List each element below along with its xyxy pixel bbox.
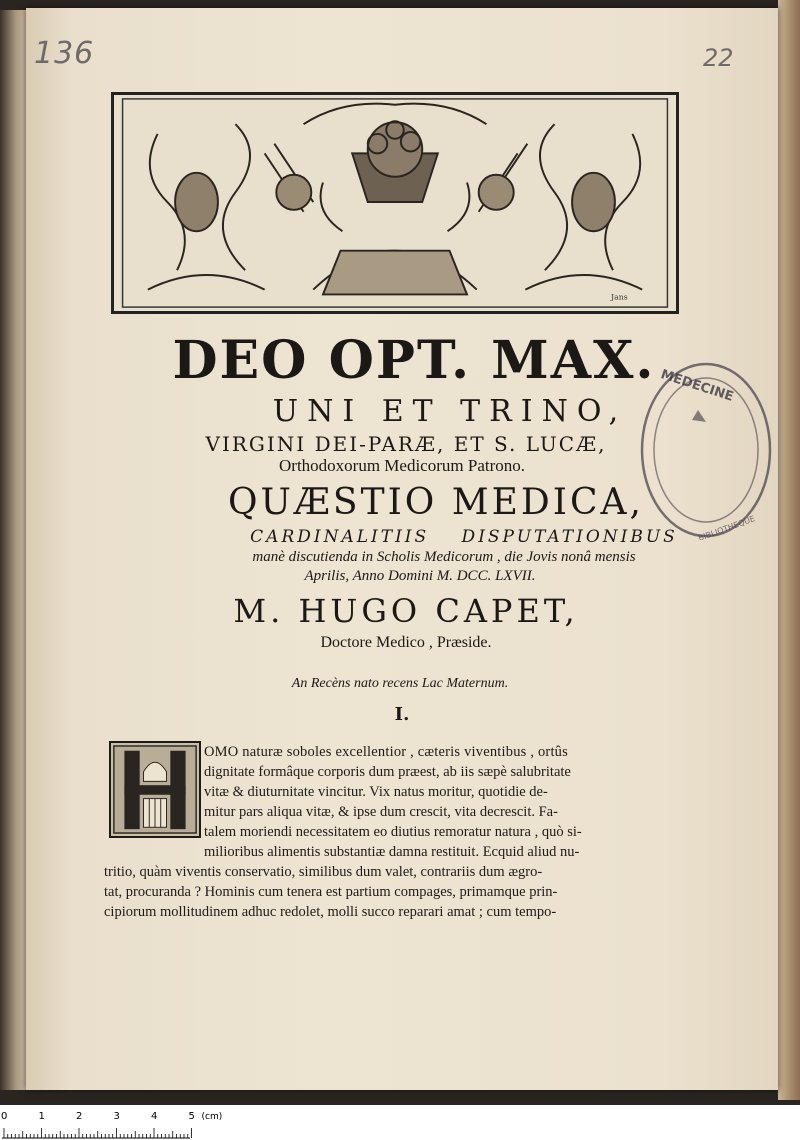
title-quaestio: QUÆSTIO MEDICA, [228,482,644,523]
title-praeside: Doctore Medico , Præside. [320,634,492,651]
section-number: I. [394,704,410,725]
scale-label: 3 [113,1111,120,1122]
stamp-text: MEDECINE [658,367,736,405]
scale-label: 2 [76,1111,83,1122]
scale-label: 4 [151,1111,158,1122]
centimeter-scale [0,1105,800,1140]
title-date: Aprilis, Anno Domini M. DCC. LXVII. [304,568,536,584]
decorative-headpiece [111,92,679,314]
body-line-9: cipiorum mollitudinem adhuc redolet, molli succo reparari amat ; cum tempo- [104,904,557,920]
scale-label: 0 [1,1111,8,1122]
title-trino: UNI ET TRINO, [272,394,628,429]
title-discutienda: manè discutienda in Scholis Medicorum , die Jovis nonâ mensis [252,549,636,565]
title-author: M. HUGO CAPET, [233,592,579,630]
body-line-7: tritio, quàm viventis conservatio, similibus dum valet, contrariis dum ægro- [104,864,543,880]
decorated-initial-h [109,741,201,838]
title-cardinalitiis: CARDINALITIIS DISPUTATIONIBUS [250,527,678,547]
body-line-1: OMO naturæ soboles excellentior , cæteris viventibus , ortûs [204,744,568,760]
title-deo: DEO OPT. MAX. [172,330,656,391]
body-line-3: vitæ & diuturnitate vincitur. Vix natus moritur, quotidie de- [204,784,548,800]
body-line-5: talem moriendi necessitatem eo diutius remoratur natura , quò si- [204,824,582,840]
scale-label: 5 [188,1111,195,1122]
question-heading: An Recèns nato recens Lac Maternum. [291,676,509,691]
body-line-6: milioribus alimentis substantiæ damna restituit. Ecquid aliud nu- [204,844,580,860]
body-line-2: dignitate formâque corporis dum præest, ab iis sæpè salubritate [204,764,571,780]
scale-label: 1 [38,1111,45,1122]
handwritten-folio-right: 22 [703,44,734,72]
scale-unit: (cm) [201,1112,223,1122]
headpiece-engraving [114,95,676,311]
handwritten-folio-left: 136 [34,36,95,71]
body-line-8: tat, procuranda ? Hominis cum tenera est partium compages, primamque prin- [104,884,558,900]
stamp-lower-text: BIBLIOTHEQUE [697,514,757,540]
engraver-signature: Jans [611,292,628,302]
title-virgini: VIRGINI DEI-PARÆ, ET S. LUCÆ, [205,432,607,456]
body-line-4: mitur pars aliqua vitæ, & ipse dum crescit, vita decrescit. Fa- [204,804,558,820]
title-patrono: Orthodoxorum Medicorum Patrono. [279,456,525,475]
